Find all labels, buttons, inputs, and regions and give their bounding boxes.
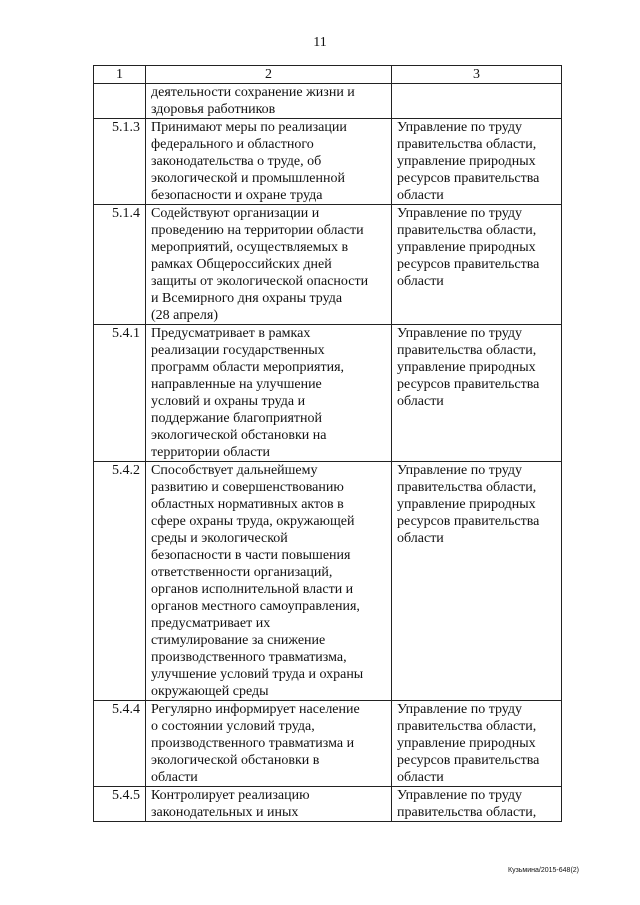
measure-text-line: производственного травматизма, (151, 650, 347, 665)
measure-text-line: (28 апреля) (151, 308, 218, 323)
responsible-line: области (397, 394, 444, 409)
table-body (94, 84, 562, 822)
responsible-line: Управление по труду (397, 788, 523, 803)
item-number: 5.4.1 (94, 325, 146, 462)
item-number: 5.4.5 (94, 787, 146, 822)
responsible-line: Управление по труду (397, 326, 523, 341)
measure-text-line: сфере охраны труда, окружающей (151, 514, 355, 529)
measure-text (146, 84, 392, 119)
table-row (94, 205, 562, 325)
responsible-line: управление природных (397, 154, 536, 169)
measure-text-line: окружающей среды (151, 684, 269, 699)
measure-text (146, 462, 392, 701)
measure-text-line: законодательства о труде, об (151, 154, 322, 169)
measure-text-line: и Всемирного дня охраны труда (151, 291, 343, 306)
measure-text-line: законодательных и иных (151, 805, 299, 820)
measure-text (146, 119, 392, 205)
measure-text (146, 701, 392, 787)
column-header-measure: 2 (146, 66, 392, 84)
measure-text-line: Контролирует реализацию (151, 788, 310, 803)
responsible-line: управление природных (397, 240, 536, 255)
table-header-row (94, 66, 562, 84)
table-row (94, 701, 562, 787)
measure-text-line: улучшение условий труда и охраны (151, 667, 364, 682)
responsible-line: правительства области, (397, 480, 537, 495)
responsible-line: управление природных (397, 360, 536, 375)
measure-text-line: Регулярно информирует население (151, 702, 360, 717)
measure-text-line: федерального и областного (151, 137, 314, 152)
responsible-line: Управление по труду (397, 206, 523, 221)
responsible-line: Управление по труду (397, 702, 523, 717)
measure-text-line: развитию и совершенствованию (151, 480, 344, 495)
measure-text-line: Содействуют организации и (151, 206, 320, 221)
responsible-party (392, 84, 562, 119)
measure-text-line: безопасности и охране труда (151, 188, 323, 203)
responsible-party (392, 119, 562, 205)
responsible-party (392, 205, 562, 325)
responsible-line: правительства области, (397, 719, 537, 734)
responsible-party (392, 701, 562, 787)
item-number: 5.1.3 (94, 119, 146, 205)
measure-text-line: мероприятий, осуществляемых в (151, 240, 349, 255)
measure-text-line: территории области (151, 445, 271, 460)
measure-text-line: среды и экологической (151, 531, 288, 546)
responsible-line: ресурсов правительства (397, 514, 540, 529)
measure-text-line: реализации государственных (151, 343, 325, 358)
measure-text-line: ответственности организаций, (151, 565, 333, 580)
table-row (94, 325, 562, 462)
responsible-line: управление природных (397, 736, 536, 751)
item-number: 5.4.4 (94, 701, 146, 787)
measure-text-line: экологической и промышленной (151, 171, 345, 186)
responsible-line: области (397, 274, 444, 289)
measure-text-line: рамках Общероссийских дней (151, 257, 332, 272)
measure-text-line: экологической обстановки в (151, 753, 320, 768)
document-code: Кузьмина/2015-648(2) (508, 867, 579, 874)
measure-text (146, 325, 392, 462)
measure-text-line: программ области мероприятия, (151, 360, 345, 375)
column-header-number: 1 (94, 66, 146, 84)
measure-text-line: Предусматривает в рамках (151, 326, 311, 341)
responsible-line: управление природных (397, 497, 536, 512)
page-number: 11 (313, 35, 327, 50)
measure-text-line: стимулирование за снижение (151, 633, 326, 648)
measure-text (146, 787, 392, 822)
table-row (94, 84, 562, 119)
responsible-party (392, 787, 562, 822)
measure-text-line: органов исполнительной власти и (151, 582, 354, 597)
item-number: 5.1.4 (94, 205, 146, 325)
measure-text-line: органов местного самоуправления, (151, 599, 360, 614)
responsible-line: правительства области, (397, 343, 537, 358)
measure-text-line: условий и охраны труда и (151, 394, 306, 409)
responsible-party (392, 462, 562, 701)
measure-text-line: поддержание благоприятной (151, 411, 323, 426)
measure-text-line: экологической обстановки на (151, 428, 327, 443)
responsible-line: ресурсов правительства (397, 753, 540, 768)
responsible-line: области (397, 188, 444, 203)
responsible-line: ресурсов правительства (397, 257, 540, 272)
responsible-line: Управление по труду (397, 120, 523, 135)
table-row (94, 462, 562, 701)
responsible-line: правительства области, (397, 805, 537, 820)
measure-text (146, 205, 392, 325)
measure-text-line: Принимают меры по реализации (151, 120, 347, 135)
responsible-party (392, 325, 562, 462)
responsible-line: правительства области, (397, 223, 537, 238)
item-number (94, 84, 146, 119)
table-row (94, 119, 562, 205)
measure-text-line: безопасности в части повышения (151, 548, 351, 563)
measure-text-line: деятельности сохранение жизни и (151, 85, 355, 100)
responsible-line: правительства области, (397, 137, 537, 152)
measure-text-line: Способствует дальнейшему (151, 463, 318, 478)
measure-text-line: производственного травматизма и (151, 736, 355, 751)
measures-table (93, 65, 562, 822)
responsible-line: ресурсов правительства (397, 171, 540, 186)
responsible-line: области (397, 531, 444, 546)
responsible-line: области (397, 770, 444, 785)
measure-text-line: проведению на территории области (151, 223, 364, 238)
measure-text-line: здоровья работников (151, 102, 276, 117)
item-number: 5.4.2 (94, 462, 146, 701)
measure-text-line: областных нормативных актов в (151, 497, 344, 512)
responsible-line: ресурсов правительства (397, 377, 540, 392)
column-header-responsible: 3 (392, 66, 562, 84)
table-row (94, 787, 562, 822)
measure-text-line: предусматривает их (151, 616, 271, 631)
responsible-line: Управление по труду (397, 463, 523, 478)
measure-text-line: области (151, 770, 198, 785)
measure-text-line: направленные на улучшение (151, 377, 322, 392)
measure-text-line: о состоянии условий труда, (151, 719, 315, 734)
measure-text-line: защиты от экологической опасности (151, 274, 369, 289)
